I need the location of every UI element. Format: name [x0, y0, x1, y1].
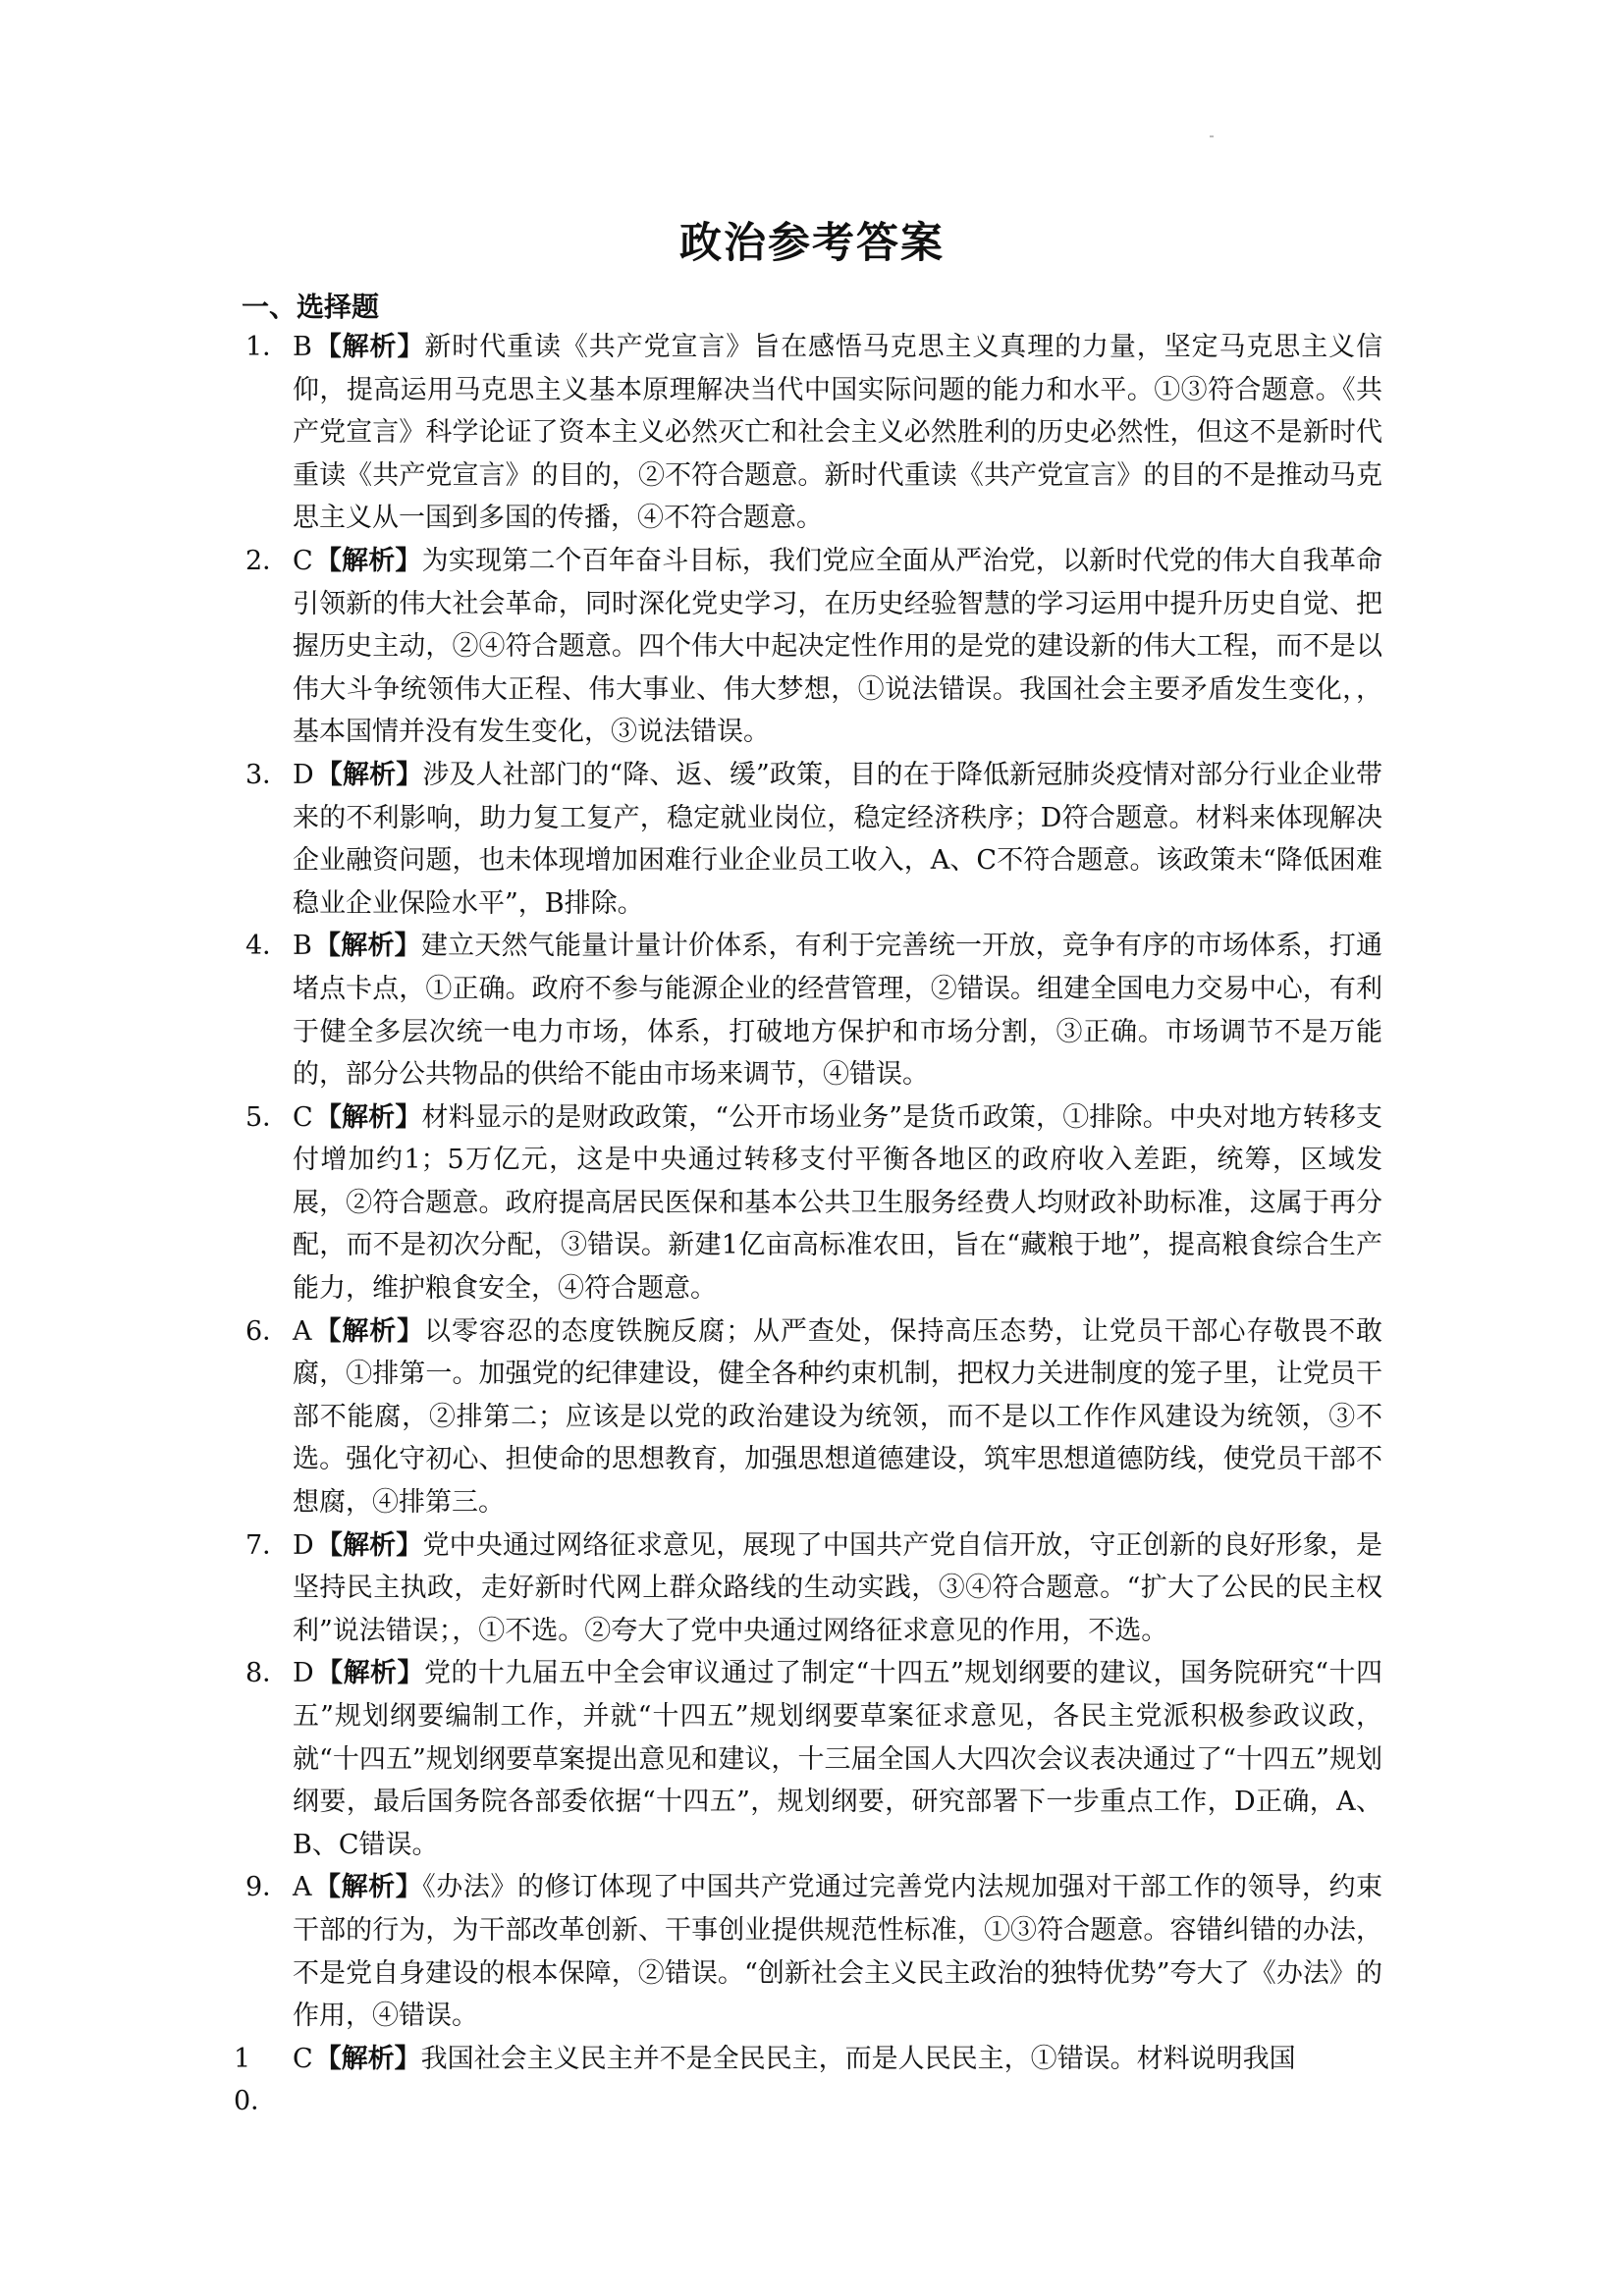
answer-item-9: [242, 1866, 1382, 2037]
answer-number: 10．: [234, 2043, 278, 2117]
answer-choice: C: [293, 2043, 313, 2074]
analysis-text: 新时代重读《共产党宣言》旨在感悟马克思主义真理的力量，坚定马克思主义信仰，提高运用马克思主义基本原理解决当代中国实际问题的能力和水平。①③符合题意。《共产党宣言》科学论证了资本主义必然灭亡和社会主义必然胜利的历史必然性，但这不是新时代重读《共产党宣言》的目的，②不符合题意。新时代重读《共产党宣言》的目的不是推动马克思主义从一国到多国的传播，④不符合题意。: [293, 332, 1383, 534]
analysis-tag: 【解析】: [315, 759, 423, 790]
analysis-text: 建立天然气能量计量计价体系，有利于完善统一开放，竞争有序的市场体系，打通堵点卡点，①正确。政府不参与能源企业的经营管理，②错误。组建全国电力交易中心，有利于健全多层次统一电力市场，体系，打破地方保护和市场分割，③正确。市场调节不是万能的，部分公共物品的供给不能由市场来调节，④错误。: [293, 931, 1383, 1091]
answer-item-2: [242, 540, 1382, 754]
analysis-tag: 【解析】: [315, 1658, 424, 1689]
answer-number: 7．: [245, 1529, 290, 1561]
analysis-tag: 【解析】: [314, 2043, 421, 2074]
analysis-tag: 【解析】: [313, 1872, 423, 1903]
analysis-text: 党中央通过网络征求意见，展现了中国共产党自信开放，守正创新的良好形象，是坚持民主执政，走好新时代网上群众路线的生动实践，③④符合题意。“扩大了公民的民主权利”说法错误；，①不选。②夸大了党中央通过网络征求意见的作用，不选。: [293, 1529, 1383, 1646]
answer-number: 6．: [245, 1315, 290, 1347]
answer-number: 4．: [245, 931, 290, 962]
answer-item-7: [242, 1524, 1382, 1653]
analysis-tag: 【解析】: [314, 545, 422, 576]
analysis-tag: 【解析】: [313, 332, 425, 362]
analysis-text: 为实现第二个百年奋斗目标，我们党应全面从严治党，以新时代党的伟大自我革命引领新的伟大社会革命，同时深化党史学习，在历史经验智慧的学习运用中提升历史自觉、把握历史主动，②④符合题意。四个伟大中起决定性作用的是党的建设新的伟大工程，而不是以伟大斗争统领伟大正程、伟大事业、伟大梦想，①说法错误。我国社会主要矛盾发生变化，，基本国情并没有发生变化，③说法错误。: [293, 545, 1383, 748]
scan-artifact-dot: [1210, 135, 1214, 137]
analysis-text: 涉及人社部门的“降、返、缓”政策，目的在于降低新冠肺炎疫情对部分行业企业带来的不利影响，助力复工复产，稳定就业岗位，稳定经济秩序；D符合题意。材料来体现解决企业融资问题，也未体现增加困难行业企业员工收入，A、C不符合题意。该政策未“降低困难稳业企业保险水平”，B排除。: [293, 759, 1382, 919]
answer-item-8: [242, 1652, 1382, 1866]
answer-item-6: [242, 1310, 1382, 1524]
analysis-tag: 【解析】: [314, 1101, 422, 1133]
answer-choice: C: [293, 545, 313, 576]
answer-choice: D: [293, 1658, 314, 1689]
analysis-text: 以零容忍的态度铁腕反腐；从严查处，保持高压态势，让党员干部心存敬畏不敢腐，①排第一。加强党的纪律建设，健全各种约束机制，把权力关进制度的笼子里，让党员干部不能腐，②排第二；应该是以党的政治建设为统领，而不是以工作作风建设为统领，③不选。强化守初心、担使命的思想教育，加强思想道德建设，筑牢思想道德防线，使党员干部不想腐，④排第三。: [293, 1315, 1383, 1519]
answer-number: 8．: [245, 1658, 290, 1689]
answer-number: 1．: [245, 332, 290, 362]
answer-list: [234, 326, 1383, 2117]
answer-choice: B: [293, 931, 312, 962]
answer-choice: D: [293, 759, 314, 790]
answer-item-5: [242, 1096, 1382, 1310]
answer-choice: D: [293, 1529, 314, 1561]
answer-choice: A: [293, 1315, 312, 1347]
analysis-tag: 【解析】: [313, 931, 421, 962]
page-title: 政治参考答案: [679, 219, 945, 268]
answer-choice: A: [293, 1872, 312, 1903]
section-heading-multiple-choice: 一、选择题: [242, 291, 380, 323]
answer-item-4: [242, 925, 1382, 1095]
answer-item-10: [234, 2038, 1382, 2117]
analysis-tag: 【解析】: [313, 1315, 425, 1347]
answer-choice: B: [293, 332, 312, 362]
analysis-tag: 【解析】: [315, 1529, 423, 1561]
answer-number: 9．: [245, 1872, 290, 1903]
analysis-text: 党的十九届五中全会审议通过了制定“十四五”规划纲要的建议，国务院研究“十四五”规划纲要编制工作，并就“十四五”规划纲要草案征求意见，各民主党派积极参政议政，就“十四五”规划纲要草案提出意见和建议，十三届全国人大四次会议表决通过了“十四五”规划纲要，最后国务院各部委依据“十四五”，规划纲要，研究部署下一步重点工作，D正确，A、B、C错误。: [293, 1658, 1382, 1860]
answer-number: 2．: [245, 545, 290, 576]
answer-item-3: [242, 754, 1382, 925]
answer-number: 5．: [245, 1101, 290, 1133]
answer-choice: C: [293, 1101, 313, 1133]
analysis-text: 《办法》的修订体现了中国共产党通过完善党内法规加强对干部工作的领导，约束干部的行为，为干部改革创新、干事创业提供规范性标准，①③符合题意。容错纠错的办法，不是党自身建设的根本保障，②错误。“创新社会主义民主政治的独特优势”夸大了《办法》的作用，④错误。: [293, 1872, 1382, 2032]
answer-number: 3．: [245, 759, 290, 790]
analysis-text: 我国社会主义民主并不是全民民主，而是人民民主，①错误。材料说明我国: [420, 2043, 1296, 2074]
analysis-text: 材料显示的是财政政策，“公开市场业务”是货币政策，①排除。中央对地方转移支付增加约1；5万亿元，这是中央通过转移支付平衡各地区的政府收入差距，统筹，区域发展，②符合题意。政府提高居民医保和基本公共卫生服务经费人均财政补助标准，这属于再分配，而不是初次分配，③错误。新建1亿亩高标准农田，旨在“藏粮于地”，提高粮食综合生产能力，维护粮食安全，④符合题意。: [293, 1101, 1383, 1305]
answer-item-1: [242, 326, 1382, 540]
